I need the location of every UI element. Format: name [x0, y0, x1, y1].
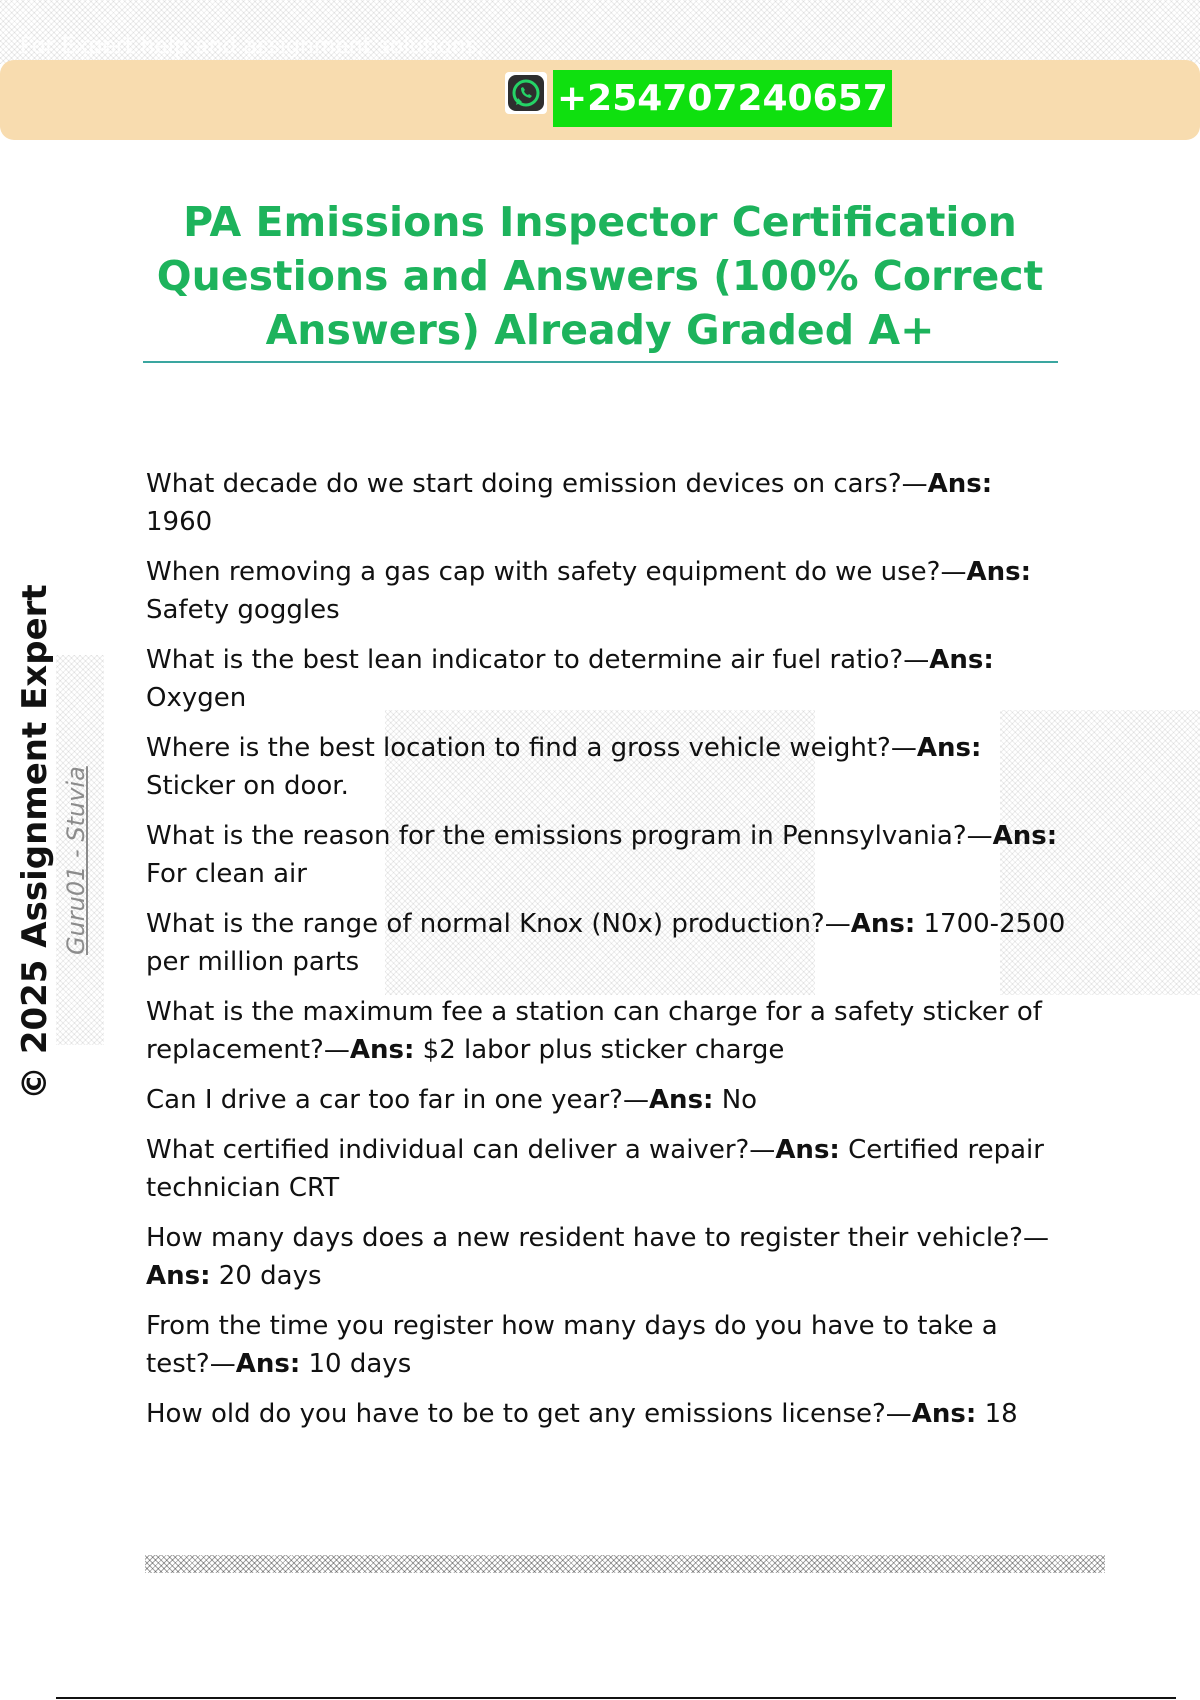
question-text: What certified individual can deliver a waiver?—: [146, 1135, 776, 1165]
qa-item: [146, 817, 1066, 893]
answer-text: 10 days: [308, 1349, 412, 1379]
qa-item: [146, 905, 1066, 981]
qa-item: [146, 1395, 1066, 1433]
answer-label: Ans:: [235, 1349, 301, 1379]
answer-label: Ans:: [146, 1261, 211, 1291]
question-text: How many days does a new resident have to register their vehicle?—: [146, 1223, 1049, 1253]
answer-text: For clean air: [146, 859, 307, 889]
whatsapp-icon: [505, 72, 547, 114]
answer-text: 1960: [146, 507, 213, 537]
answer-text: Oxygen: [146, 683, 247, 713]
question-text: What decade do we start doing emission devices on cars?—: [146, 469, 928, 499]
question-text: What is the range of normal Knox (N0x) production?—: [146, 909, 851, 939]
answer-label: Ans:: [929, 645, 994, 675]
footer-rule: [56, 1697, 1176, 1699]
qa-item: [146, 993, 1066, 1069]
question-text: What is the reason for the emissions program in Pennsylvania?—: [146, 821, 993, 851]
answer-label: Ans:: [648, 1085, 714, 1115]
answer-text: Certified repair technician CRT: [146, 1135, 1044, 1203]
qa-item: [146, 553, 1066, 629]
banner-text: For Expert help and assignment solutions,: [20, 34, 484, 59]
answer-text: 20 days: [218, 1261, 322, 1291]
answer-text: $2 labor plus sticker charge: [422, 1035, 785, 1065]
answer-label: Ans:: [992, 821, 1058, 851]
question-text: Where is the best location to find a gross vehicle weight?—: [146, 733, 917, 763]
question-text: What is the best lean indicator to determine air fuel ratio?—: [146, 645, 930, 675]
answer-label: Ans:: [349, 1035, 415, 1065]
copyright-watermark: © 2025 Assignment Expert: [15, 584, 55, 1100]
answer-label: Ans:: [916, 733, 982, 763]
qa-item: [146, 1131, 1066, 1207]
qa-item: [146, 1307, 1066, 1383]
phone-number: +254707240657: [553, 70, 892, 127]
question-text: What is the maximum fee a station can charge for a safety sticker of replacement?—: [146, 997, 1042, 1065]
qa-list: [146, 465, 1066, 1445]
qa-item: [146, 1219, 1066, 1295]
answer-label: Ans:: [850, 909, 916, 939]
title-underline: [143, 361, 1058, 363]
answer-text: No: [721, 1085, 758, 1115]
author-watermark: Guru01 - Stuvia: [62, 766, 90, 955]
answer-label: Ans:: [927, 469, 993, 499]
bottom-hatch-strip: [145, 1555, 1105, 1573]
qa-item: [146, 641, 1066, 717]
answer-label: Ans:: [775, 1135, 840, 1165]
qa-item: [146, 729, 1066, 805]
answer-text: 1700-2500 per million parts: [146, 909, 1066, 977]
qa-item: [146, 465, 1066, 541]
document-title: PA Emissions Inspector Certification Questions and Answers (100% Correct Answers) Already Graded A+: [156, 198, 1044, 354]
answer-text: Sticker on door.: [146, 771, 349, 801]
answer-label: Ans:: [911, 1399, 977, 1429]
answer-text: Safety goggles: [146, 595, 340, 625]
question-text: Can I drive a car too far in one year?—: [146, 1085, 649, 1115]
question-text: How old do you have to be to get any emissions license?—: [146, 1399, 912, 1429]
question-text: When removing a gas cap with safety equipment do we use?—: [146, 557, 967, 587]
question-text: From the time you register how many days do you have to take a test?—: [146, 1311, 998, 1379]
answer-label: Ans:: [966, 557, 1031, 587]
qa-item: [146, 1081, 1066, 1119]
answer-text: 18: [984, 1399, 1018, 1429]
